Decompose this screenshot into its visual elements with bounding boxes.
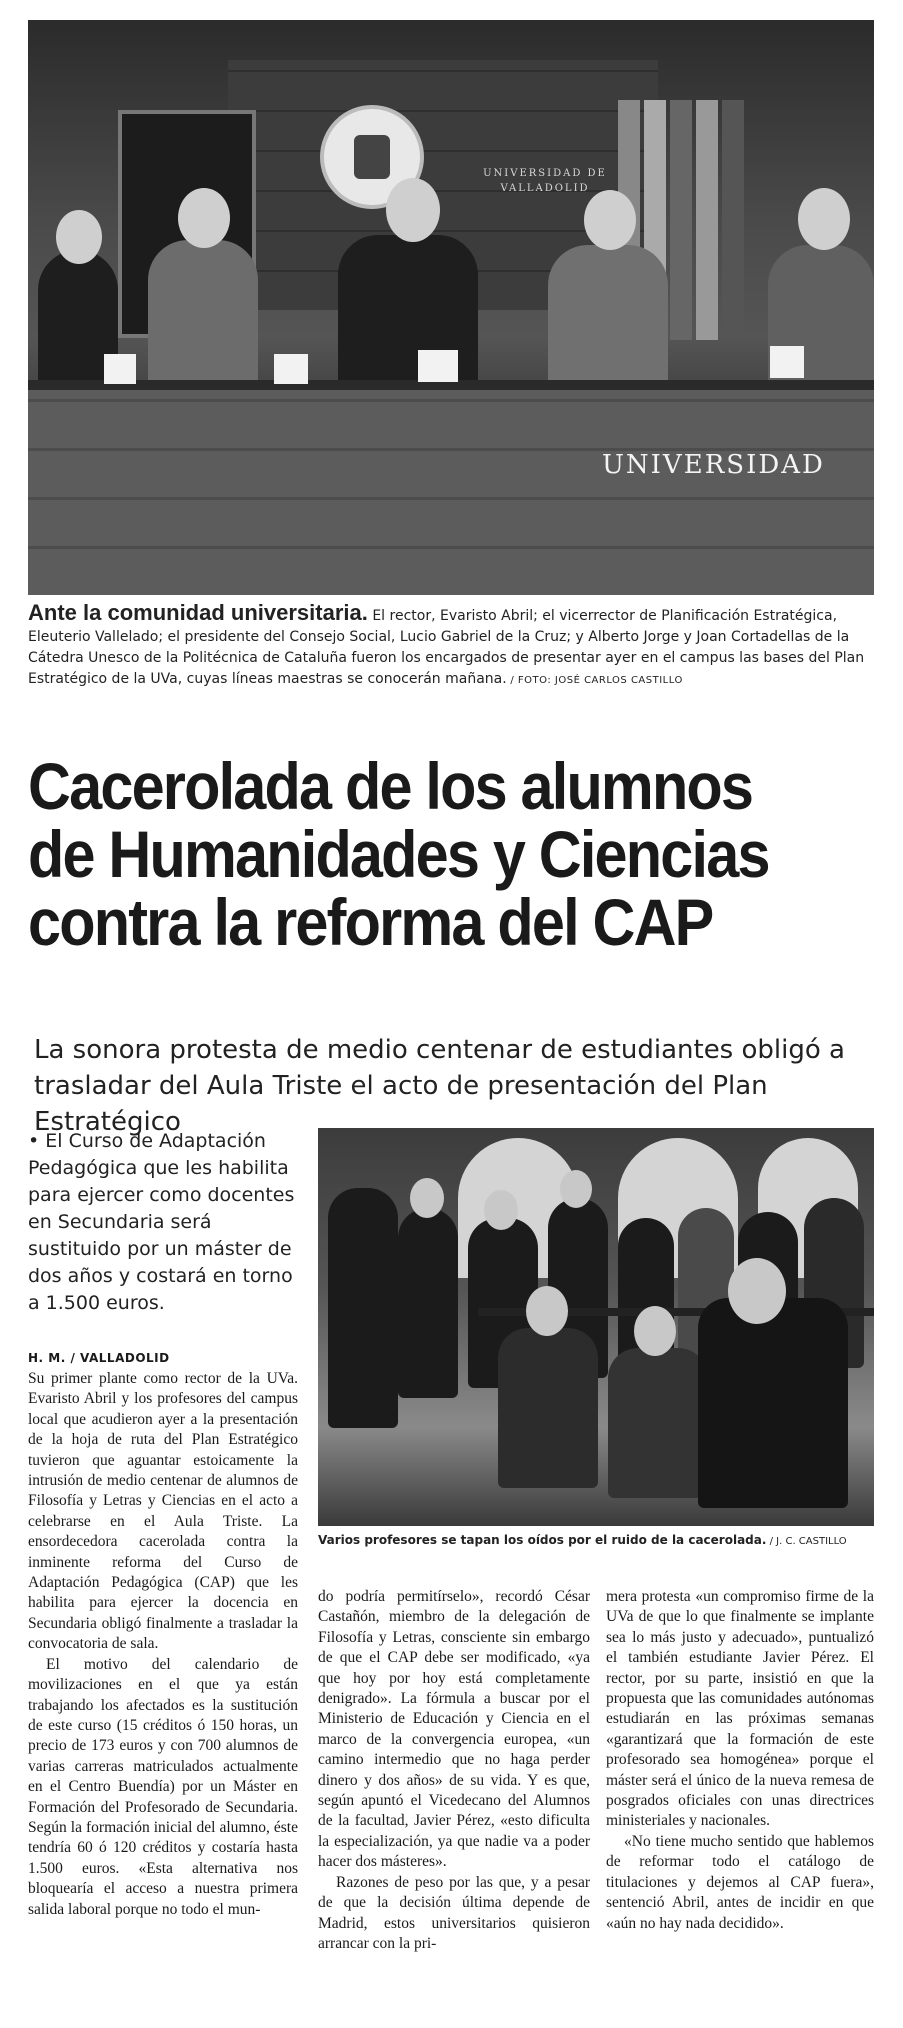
- article-paragraph: El motivo del calendario de movilizaciones en el que ya están trabajando los afectados es la sustitución de este curso (15 créditos ó 150 horas, un precio de 173 euros y con 700 alumnos de varias carreras matriculados actualmente en el Centro Buendía) por un Máster en Formación del Profesorado de Secundaria. Según la formación inicial del alumno, éste tendría 60 ó 120 créditos y costaría hasta 1.500 euros. «Esta alternativa nos bloquearía el acceso a nuestra primera salida laboral porque no todo el mun-: [28, 1655, 298, 1918]
- photo-table: [28, 390, 874, 595]
- name-plate-icon: [770, 346, 804, 378]
- name-plate-icon: [104, 354, 136, 384]
- flag-icon: [670, 100, 692, 340]
- article-column-1: [28, 1369, 298, 2019]
- photo-credit: / FOTO: JOSÉ CARLOS CASTILLO: [506, 675, 683, 686]
- protest-photo: [318, 1128, 874, 1526]
- headline-line: contra la reforma del CAP: [28, 885, 713, 959]
- caption-lead: Ante la comunidad universitaria.: [28, 600, 368, 625]
- article-paragraph: «No tiene mucho sentido que hablemos de reformar todo el catálogo de titulaciones y dejemos al CAP fuera», sentenció Abril, antes de incidir en que «aún no hay nada decidido».: [606, 1832, 874, 1932]
- flag-icon: [722, 100, 744, 340]
- byline: H. M. / VALLADOLID: [28, 1351, 170, 1365]
- photo-person-head: [634, 1306, 676, 1356]
- photo-credit: / J. C. CASTILLO: [766, 1536, 847, 1547]
- headline: [28, 749, 802, 959]
- photo-person: [328, 1188, 398, 1428]
- subheadline: La sonora protesta de medio centenar de estudiantes obligó a trasladar del Aula Triste el acto de presentación del Plan Estratégico: [34, 1035, 845, 1137]
- flag-icon: [696, 100, 718, 340]
- article-paragraph: mera protesta «un compromiso firme de la UVa de que lo que finalmente se implante sea lo más justo y adecuado», puntualizó el también estudiante Javier Pérez. El rector, por su parte, insistió en que la propuesta que las comunidades autónomas estudiarán en las próximas semanas «garantizará que la formación de este profesorado sea homogénea» porque el máster será el único de la nueva remesa de posgrados oficiales con unas directrices ministeriales y nacionales.: [606, 1588, 874, 1830]
- name-plate-icon: [418, 350, 458, 382]
- article-column-3: [606, 1587, 874, 2019]
- photo-overlay-label: UNIVERSIDAD: [602, 450, 825, 480]
- photo-person: [148, 240, 258, 390]
- photo-seated-person: [498, 1328, 598, 1488]
- photo-seated-person: [698, 1298, 848, 1508]
- photo-person: [548, 245, 668, 390]
- photo-person: [398, 1208, 458, 1398]
- photo-person-head: [386, 178, 440, 242]
- photo-person-head: [526, 1286, 568, 1336]
- photo-person-head: [410, 1178, 444, 1218]
- photo-seated-person: [608, 1348, 708, 1498]
- photo-person-head: [798, 188, 850, 250]
- article-paragraph: do podría permitírselo», recordó César Castañón, miembro de la delegación de Filosofía y Letras, consciente sin embargo de que el CAP debe ser modificado, «ya que hoy por hoy está completamente denigrado». La fórmula a buscar por el Ministerio de Educación y Ciencia en el marco de la convergencia europea, «un camino intermedio que no haga perder dinero y dos años» de su vida. Y es que, según apuntó el Vicedecano del Alumnos de la facultad, Javier Pérez, «esto dificulta la especialización, ya que nadie va a poder hacer dos másteres».: [318, 1588, 590, 1871]
- headline-line: Cacerolada de los alumnos: [28, 749, 753, 823]
- headline-line: de Humanidades y Ciencias: [28, 817, 769, 891]
- photo-person-head: [584, 190, 636, 250]
- photo-person-head: [484, 1190, 518, 1230]
- caption-text: Varios profesores se tapan los oídos por el ruido de la cacerolada.: [318, 1533, 767, 1547]
- article-column-2: [318, 1587, 590, 2019]
- press-conference-photo: [28, 20, 874, 595]
- photo-person-head: [56, 210, 102, 264]
- name-plate-icon: [274, 354, 308, 384]
- photo-caption: [318, 1533, 874, 1547]
- photo-person-head: [560, 1170, 592, 1208]
- article-paragraph: Razones de peso por las que, y a pesar de que la decisión última depende de Madrid, estos universitarios quisieron arrancar con la pri-: [318, 1873, 590, 1952]
- caption-text: El rector, Evaristo Abril; el vicerrector de Planificación Estratégica, Eleuterio Vallelado; el presidente del Consejo Social, Lucio Gabriel de la Cruz; y Alberto Jorge y Joan Cortadellas de la Cátedra Unesco de la Politécnica de Cataluña fueron los encargados de presentar ayer en el campus las bases del Plan Estratégico de la UVa, cuyas líneas maestras se conocerán mañana.: [28, 608, 865, 687]
- photo-caption: [28, 602, 876, 691]
- photo-wall-text: UNIVERSIDAD DE VALLADOLID: [483, 168, 607, 194]
- highlight-box: • El Curso de Adaptación Pedagógica que les habilita para ejercer como docentes en Secundaria será sustituido por un máster de dos años y costará en torno a 1.500 euros.: [28, 1130, 295, 1314]
- photo-person-head: [178, 188, 230, 248]
- photo-person-head: [728, 1258, 786, 1324]
- article-paragraph: Su primer plante como rector de la UVa. Evaristo Abril y los profesores del campus local que acudieron ayer a la presentación de la hoja de ruta del Plan Estratégico tuvieron que aguantar estoicamente la intrusión de medio centenar de alumnos de Filosofía y Letras y Ciencias en el acto a celebrarse en el Aula Triste. La ensordecedora cacerolada contra la inminente reforma del Curso de Adaptación Pedagógica (CAP) que les habilita para ejercer la docencia en Secundaria obligó finalmente a trasladar la convocatoria de sala.: [28, 1370, 298, 1653]
